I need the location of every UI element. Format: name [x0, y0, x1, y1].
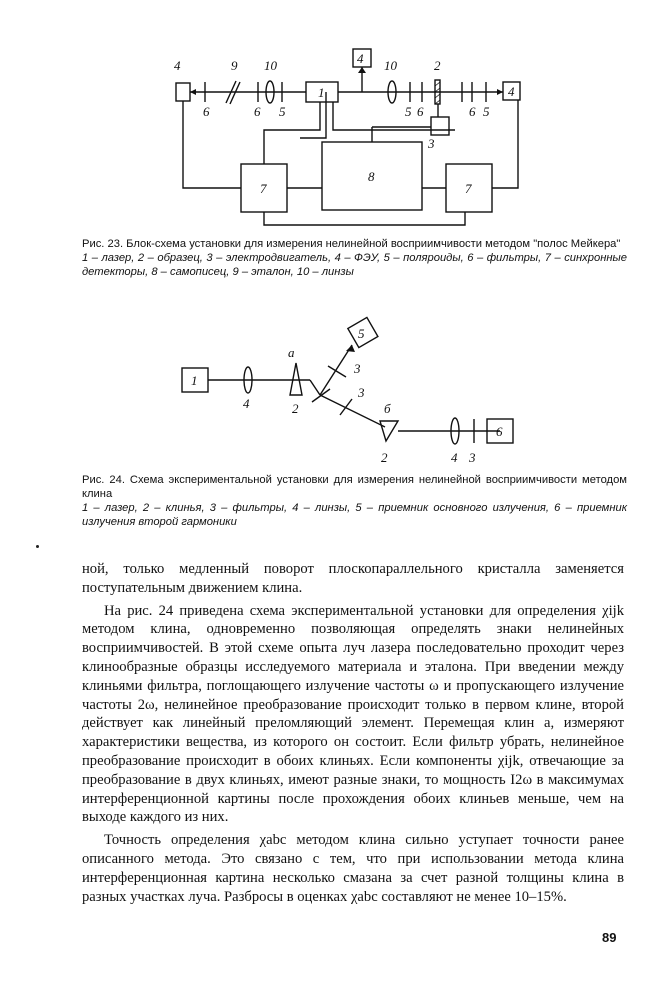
- fig23-label: 3: [428, 136, 435, 151]
- figure-24-diagram: [0, 315, 669, 473]
- fig24-label: 4: [451, 450, 458, 465]
- fig23-label: 6: [254, 104, 261, 119]
- fig23-label: 1: [318, 85, 325, 100]
- fig23-label: 9: [231, 58, 238, 73]
- fig23-label: 7: [465, 181, 472, 196]
- figure-23-caption-title: Рис. 23. Блок-схема установки для измерения нелинейной восприимчивости методом "полос Мейкера": [82, 238, 621, 250]
- fig23-label: 5: [279, 104, 286, 119]
- fig23-label: 6: [203, 104, 210, 119]
- figure-23-caption: [82, 237, 627, 279]
- fig23-label: 4: [508, 84, 515, 99]
- fig24-label: 6: [496, 424, 503, 439]
- fig23-label: 7: [260, 181, 267, 196]
- fig24-label: a: [288, 345, 295, 360]
- body-text: [82, 560, 624, 906]
- figure-24-caption-legend: 1 – лазер, 2 – клинья, 3 – фильтры, 4 – линзы, 5 – приемник основного излучения, 6 – приемник излучения второй гармоники: [82, 502, 627, 528]
- fig24-label: б: [384, 401, 391, 416]
- fig23-label: 4: [174, 58, 181, 73]
- fig23-label: 8: [368, 169, 375, 184]
- fig23-label: 5: [405, 104, 412, 119]
- fig24-label: 5: [358, 326, 365, 341]
- fig23-label: 10: [264, 58, 277, 73]
- page-mark: [36, 545, 39, 548]
- figure-23-caption-legend: 1 – лазер, 2 – образец, 3 – электродвигатель, 4 – ФЭУ, 5 – поляроиды, 6 – фильтры, 7 – синхронные детекторы, 8 – самописец, 9 – эталон, 10 – линзы: [82, 252, 627, 278]
- fig23-label: 5: [483, 104, 490, 119]
- figure-24-caption-title: Рис. 24. Схема экспериментальной установки для измерения нелинейной восприимчивости методом клина: [82, 474, 627, 500]
- fig24-label: 3: [469, 450, 476, 465]
- paragraph-1: ной, только медленный поворот плоскопараллельного кристалла заменяется поступательным движением клина.: [82, 561, 624, 596]
- fig23-label: 2: [434, 58, 441, 73]
- fig24-label: 3: [354, 361, 361, 376]
- page-number: 89: [602, 930, 617, 945]
- paragraph-2: На рис. 24 приведена схема экспериментальной установки для определения χijk методом клина, одновременно позволяющая определять знаки нелинейных восприимчивостей. В этой схеме опыта луч лазера последовательно проходит через клинообразные образцы исследуемого материала и эталона. При введении между клиньями фильтра, поглощающего излучение частоты ω и пропускающего излучение частоты 2ω, нелинейное преобразование происходит только в первом клине, второй действует как линейный преломляющий элемент. Перемещая клин a, измеряют характеристики вещества, из которого он состоит. Если фильтр убрать, нелинейное преобразование происходит в обоих клиньях. Если компоненты χijk, отвечающие за преобразование в двух клиньях, имеют разные знаки, то мощность I2ω в максимумах интерференционной картины после прохождения обоих клиньев меньше, чем на выходе каждого из них.: [82, 602, 624, 826]
- fig24-label: 2: [292, 401, 299, 416]
- fig23-label: 6: [469, 104, 476, 119]
- fig23-label: 10: [384, 58, 397, 73]
- fig24-label: 1: [191, 373, 198, 388]
- fig24-label: 4: [243, 396, 250, 411]
- fig24-label: 2: [381, 450, 388, 465]
- fig23-label: 6: [417, 104, 424, 119]
- figure-23-diagram: [0, 40, 669, 235]
- fig23-label: 4: [357, 51, 364, 66]
- fig24-label: 3: [358, 385, 365, 400]
- paragraph-3: Точность определения χabc методом клина сильно уступает точности ранее описанного метода. Это связано с тем, что при использовании метода клина интерференционная картина несколько смазана за счет разной толщины клина в разных участках луча. Разбросы в оценках χabc составляют не менее 10–15%.: [82, 832, 624, 905]
- figure-24-caption: [82, 473, 627, 529]
